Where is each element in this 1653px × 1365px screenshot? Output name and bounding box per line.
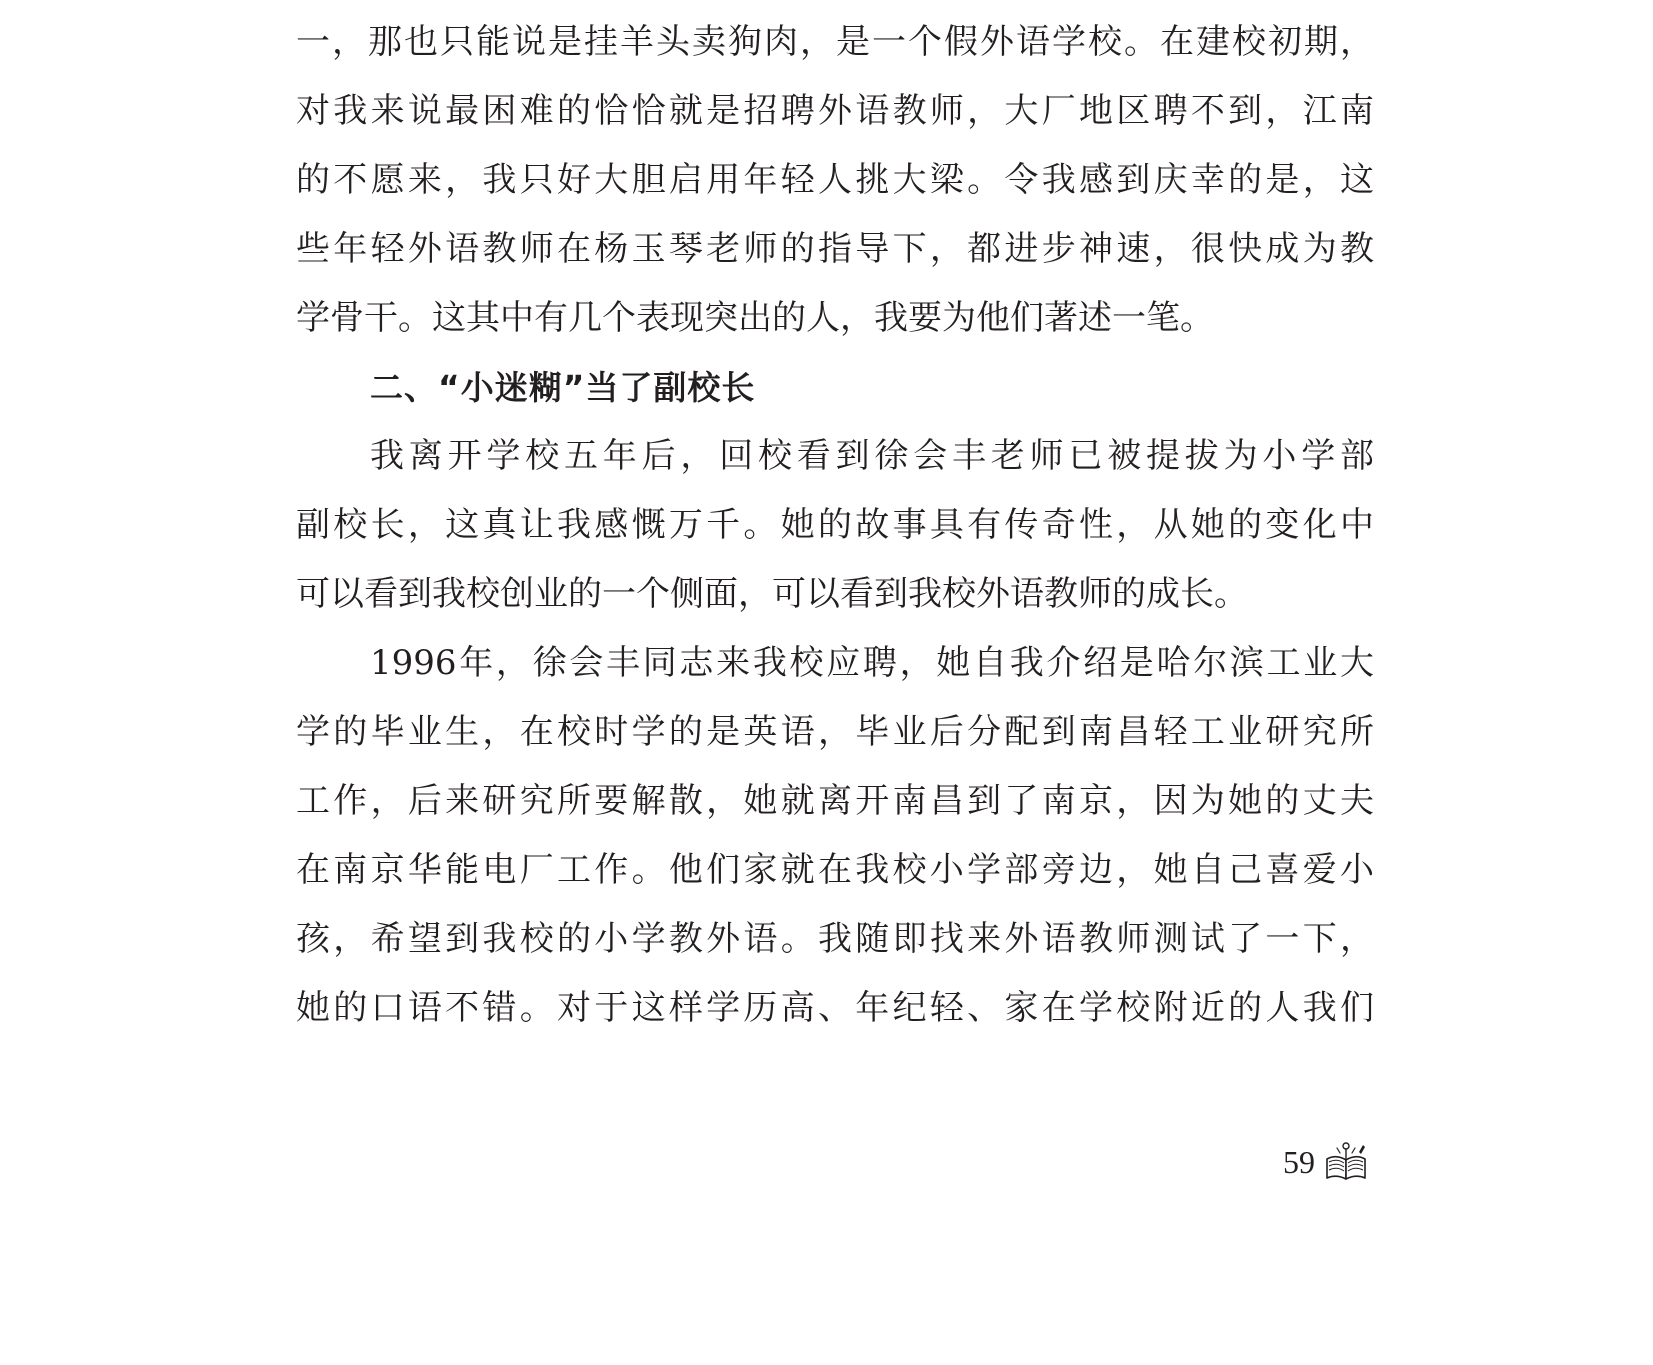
page-number: 59 [1283, 1143, 1315, 1180]
page-footer [1283, 1138, 1369, 1186]
text-line: 的不愿来，我只好大胆启用年轻人挑大梁。令我感到庆幸的是，这 [296, 160, 1374, 200]
text-line: 些年轻外语教师在杨玉琴老师的指导下，都进步神速，很快成为教 [296, 229, 1374, 269]
text-line: 工作，后来研究所要解散，她就离开南昌到了南京，因为她的丈夫 [296, 781, 1374, 821]
text-line: 学的毕业生，在校时学的是英语，毕业后分配到南昌轻工业研究所 [296, 712, 1374, 752]
text-line: 一，那也只能说是挂羊头卖狗肉，是一个假外语学校。在建校初期， [296, 22, 1374, 62]
book-icon [1323, 1139, 1369, 1185]
body-text [296, 8, 1374, 1043]
paragraph-1 [296, 8, 1374, 353]
text-line: 1996年，徐会丰同志来我校应聘，她自我介绍是哈尔滨工业大 [370, 643, 1374, 683]
text-line: 在南京华能电厂工作。他们家就在我校小学部旁边，她自己喜爱小 [296, 850, 1374, 890]
text-line: 学骨干。这其中有几个表现突出的人，我要为他们著述一笔。 [296, 298, 1214, 338]
text-line: 孩，希望到我校的小学教外语。我随即找来外语教师测试了一下， [296, 919, 1374, 959]
text-line: 我离开学校五年后，回校看到徐会丰老师已被提拔为小学部 [370, 436, 1374, 476]
text-line: 副校长，这真让我感慨万千。她的故事具有传奇性，从她的变化中 [296, 505, 1374, 545]
text-line: 她的口语不错。对于这样学历高、年纪轻、家在学校附近的人我们 [296, 988, 1374, 1028]
section-heading: 二、“小迷糊”当了副校长 [370, 368, 756, 407]
text-line: 可以看到我校创业的一个侧面，可以看到我校外语教师的成长。 [296, 574, 1248, 614]
paragraph-3 [296, 629, 1374, 1043]
text-line: 对我来说最困难的恰恰就是招聘外语教师，大厂地区聘不到，江南 [296, 91, 1374, 131]
paragraph-2 [296, 422, 1374, 629]
